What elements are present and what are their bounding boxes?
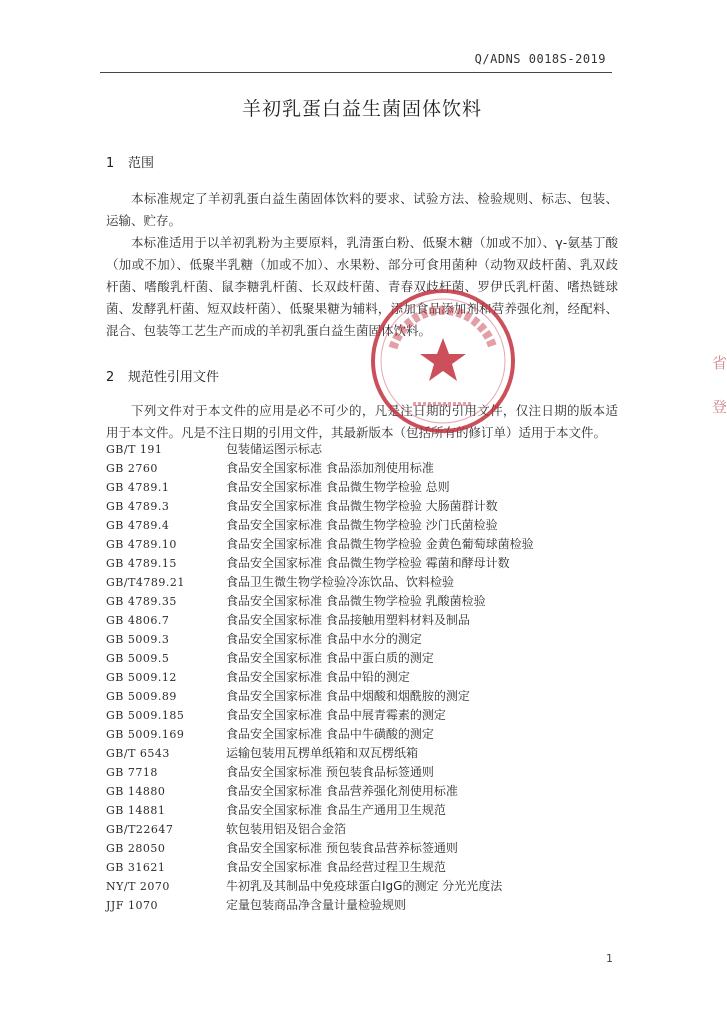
reference-code: GB 5009.5 bbox=[106, 652, 170, 665]
section-2-number: 2 bbox=[106, 370, 115, 385]
reference-row bbox=[106, 516, 626, 535]
reference-code: GB 4789.3 bbox=[106, 500, 170, 513]
header-rule bbox=[100, 72, 612, 73]
margin-mark-1: 省 bbox=[712, 354, 727, 372]
section-2-title: 规范性引用文件 bbox=[128, 370, 220, 385]
reference-title: 食品安全国家标准 食品微生物学检验 沙门氏菌检验 bbox=[226, 518, 498, 532]
reference-title: 食品安全国家标准 食品生产通用卫生规范 bbox=[226, 803, 446, 817]
reference-code: GB/T22647 bbox=[106, 823, 174, 836]
reference-code: GB 4789.4 bbox=[106, 519, 170, 532]
reference-title: 食品安全国家标准 食品微生物学检验 乳酸菌检验 bbox=[226, 594, 486, 608]
seal-star-icon bbox=[420, 338, 466, 381]
reference-row bbox=[106, 706, 626, 725]
reference-code: GB/T4789.21 bbox=[106, 576, 185, 589]
reference-row bbox=[106, 801, 626, 820]
section-1-title: 范围 bbox=[128, 156, 155, 171]
reference-code: JJF 1070 bbox=[106, 899, 158, 912]
reference-code: NY/T 2070 bbox=[106, 880, 170, 893]
company-seal-stamp bbox=[368, 286, 518, 436]
margin-mark-2: 登 bbox=[712, 398, 727, 416]
reference-row bbox=[106, 896, 626, 915]
reference-row bbox=[106, 630, 626, 649]
reference-title: 食品安全国家标准 食品微生物学检验 总则 bbox=[226, 480, 450, 494]
reference-title: 软包装用铝及铝合金箔 bbox=[226, 822, 347, 836]
section-2-heading bbox=[106, 366, 219, 385]
reference-title: 食品安全国家标准 预包装食品标签通则 bbox=[226, 765, 434, 779]
reference-code: GB 4789.15 bbox=[106, 557, 177, 570]
reference-code: GB 4789.1 bbox=[106, 481, 170, 494]
section-1-paragraph-2: 本标准适用于以羊初乳粉为主要原料，乳清蛋白粉、低聚木糖（加或不加）、γ-氨基丁酸（加或不加）、低聚半乳糖（加或不加）、水果粉、部分可食用菌种（动物双歧杆菌、乳双歧杆菌、嗜酸乳杆菌、鼠李糖乳杆菌、长双歧杆菌、青春双歧杆菌、罗伊氏乳杆菌、嗜热链球菌、发酵乳杆菌、短双歧杆菌）、低聚果糖为辅料，添加食品添加剂和营养强化剂，经配料、混合、包装等工艺生产而成的羊初乳蛋白益生菌固体饮料。 bbox=[106, 235, 618, 338]
reference-title: 牛初乳及其制品中免疫球蛋白IgG的测定 分光光度法 bbox=[226, 879, 503, 893]
reference-code: GB 28050 bbox=[106, 842, 166, 855]
section-1-heading bbox=[106, 152, 154, 171]
reference-row bbox=[106, 554, 626, 573]
reference-row bbox=[106, 497, 626, 516]
reference-row bbox=[106, 535, 626, 554]
reference-title: 食品安全国家标准 食品微生物学检验 大肠菌群计数 bbox=[226, 499, 498, 513]
reference-row bbox=[106, 725, 626, 744]
reference-title: 食品安全国家标准 食品中水分的测定 bbox=[226, 632, 422, 646]
section-1-paragraph-1: 本标准规定了羊初乳蛋白益生菌固体饮料的要求、试验方法、检验规则、标志、包装、运输、贮存。 bbox=[106, 191, 618, 228]
section-2-paragraph: 下列文件对于本文件的应用是必不可少的，凡是注日期的引用文件，仅注日期的版本适用于本文件。凡是不注日期的引用文件，其最新版本（包括所有的修订单）适用于本文件。 bbox=[106, 403, 618, 440]
section-1-number: 1 bbox=[106, 156, 115, 171]
reference-code: GB 4789.35 bbox=[106, 595, 177, 608]
reference-code: GB 2760 bbox=[106, 462, 158, 475]
reference-row bbox=[106, 858, 626, 877]
reference-title: 包装储运图示标志 bbox=[226, 442, 323, 456]
document-title: 羊初乳蛋白益生菌固体饮料 bbox=[241, 98, 482, 120]
reference-row bbox=[106, 592, 626, 611]
reference-title: 食品卫生微生物学检验冷冻饮品、饮料检验 bbox=[226, 575, 455, 589]
reference-title: 食品安全国家标准 食品中蛋白质的测定 bbox=[226, 651, 434, 665]
reference-title: 食品安全国家标准 食品中牛磺酸的测定 bbox=[226, 727, 434, 741]
reference-row bbox=[106, 573, 626, 592]
reference-code: GB 5009.185 bbox=[106, 709, 185, 722]
reference-row bbox=[106, 763, 626, 782]
reference-row bbox=[106, 459, 626, 478]
reference-code: GB 5009.12 bbox=[106, 671, 177, 684]
reference-title: 食品安全国家标准 食品中展青霉素的测定 bbox=[226, 708, 446, 722]
reference-row bbox=[106, 611, 626, 630]
reference-code: GB 4806.7 bbox=[106, 614, 170, 627]
reference-title: 食品安全国家标准 食品中烟酸和烟酰胺的测定 bbox=[226, 689, 470, 703]
reference-row bbox=[106, 668, 626, 687]
reference-code: GB 5009.3 bbox=[106, 633, 170, 646]
reference-row bbox=[106, 649, 626, 668]
reference-row bbox=[106, 744, 626, 763]
reference-title: 食品安全国家标准 预包装食品营养标签通则 bbox=[226, 841, 458, 855]
reference-row bbox=[106, 478, 626, 497]
reference-code: GB 5009.89 bbox=[106, 690, 177, 703]
reference-code: GB 5009.169 bbox=[106, 728, 185, 741]
reference-code: GB 31621 bbox=[106, 861, 166, 874]
reference-title: 定量包装商品净含量计量检验规则 bbox=[226, 898, 407, 912]
reference-row bbox=[106, 782, 626, 801]
reference-title: 食品安全国家标准 食品添加剂使用标准 bbox=[226, 461, 434, 475]
reference-row bbox=[106, 440, 626, 459]
reference-title: 食品安全国家标准 食品微生物学检验 霉菌和酵母计数 bbox=[226, 556, 510, 570]
reference-title: 食品安全国家标准 食品营养强化剂使用标准 bbox=[226, 784, 458, 798]
reference-title: 运输包装用瓦楞单纸箱和双瓦楞纸箱 bbox=[226, 746, 419, 760]
reference-code: GB/T 6543 bbox=[106, 747, 170, 760]
reference-row bbox=[106, 839, 626, 858]
reference-code: GB 7718 bbox=[106, 766, 158, 779]
page-number: 1 bbox=[606, 952, 613, 965]
reference-code: GB 14880 bbox=[106, 785, 166, 798]
reference-row bbox=[106, 820, 626, 839]
reference-title: 食品安全国家标准 食品微生物学检验 金黄色葡萄球菌检验 bbox=[226, 537, 534, 551]
reference-code: GB/T 191 bbox=[106, 443, 163, 456]
reference-title: 食品安全国家标准 食品经营过程卫生规范 bbox=[226, 860, 446, 874]
reference-row bbox=[106, 877, 626, 896]
standard-code: Q/ADNS 0018S-2019 bbox=[474, 52, 606, 66]
reference-code: GB 14881 bbox=[106, 804, 166, 817]
reference-title: 食品安全国家标准 食品中铅的测定 bbox=[226, 670, 410, 684]
reference-title: 食品安全国家标准 食品接触用塑料材料及制品 bbox=[226, 613, 470, 627]
reference-row bbox=[106, 687, 626, 706]
reference-code: GB 4789.10 bbox=[106, 538, 177, 551]
